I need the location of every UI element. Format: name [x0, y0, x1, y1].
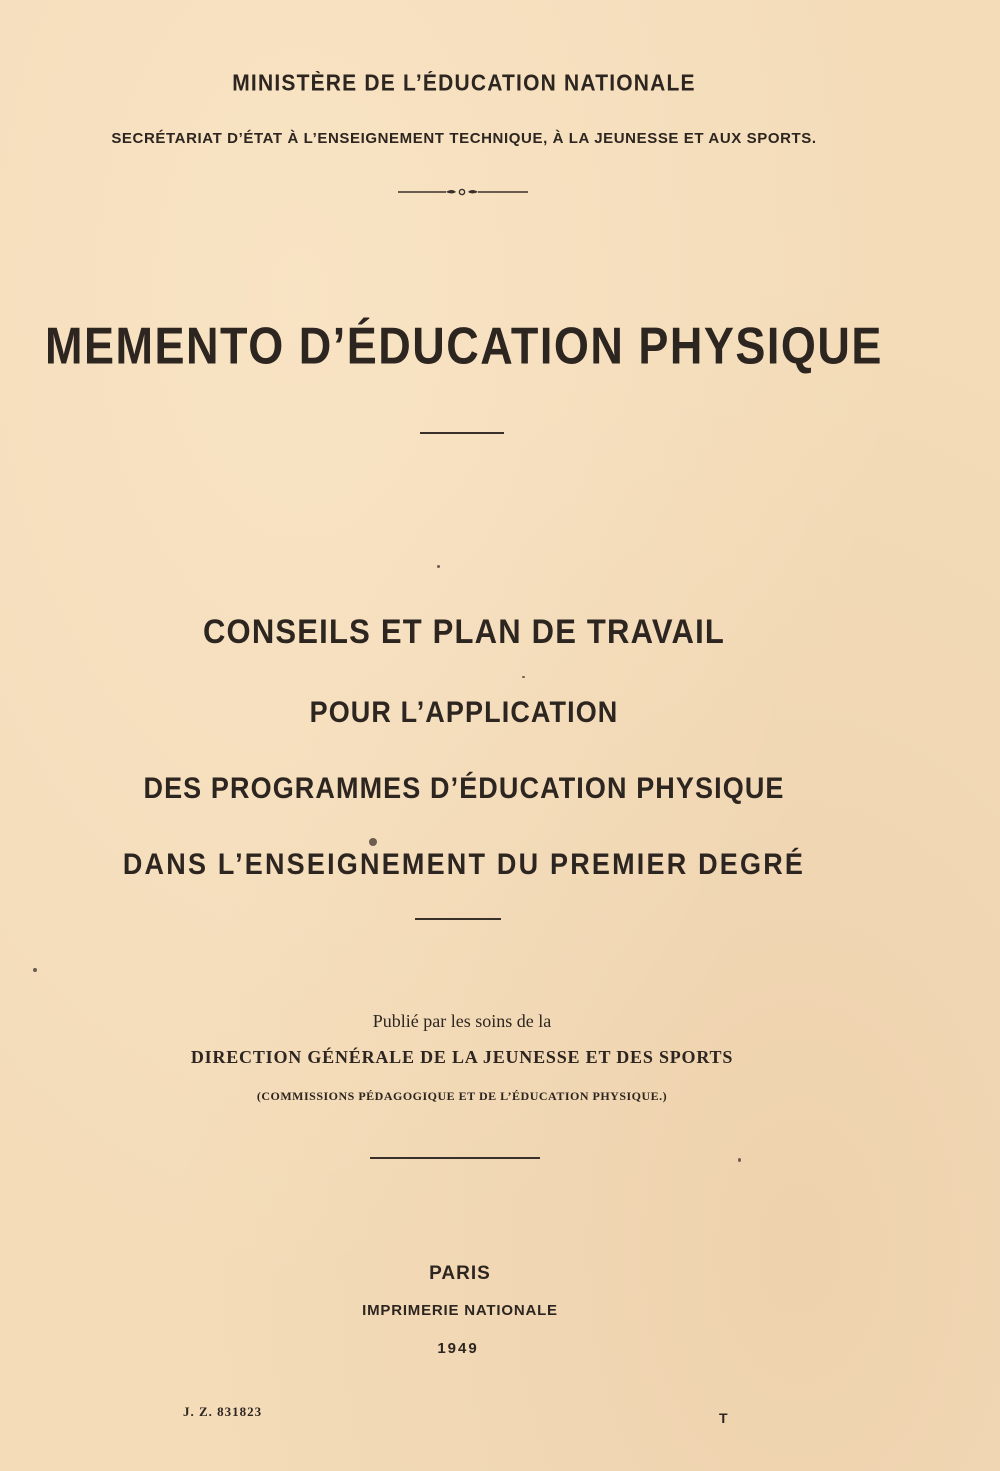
subtitle-line-4: DANS L’ENSEIGNEMENT DU PREMIER DEGRÉ: [122, 847, 806, 881]
paper-speck: [522, 676, 525, 678]
paper-speck: [33, 968, 37, 972]
paper-speck: [369, 838, 377, 846]
subtitle-line-3: DES PROGRAMMES D’ÉDUCATION PHYSIQUE: [143, 771, 785, 805]
secretariat-heading: SECRÉTARIAT D’ÉTAT À L’ENSEIGNEMENT TECHNIQUE, À LA JEUNESSE ET AUX SPORTS.: [111, 130, 817, 147]
imprint-printer: IMPRIMERIE NATIONALE: [362, 1302, 558, 1319]
ministry-heading: MINISTÈRE DE L’ÉDUCATION NATIONALE: [232, 71, 696, 96]
title-underline: [420, 432, 504, 434]
subtitle-line-1: CONSEILS ET PLAN DE TRAVAIL: [202, 612, 726, 651]
main-title: MEMENTO D’ÉDUCATION PHYSIQUE: [45, 316, 883, 375]
imprint-city: PARIS: [429, 1263, 491, 1284]
publisher-commissions: (COMMISSIONS PÉDAGOGIQUE ET DE L’ÉDUCATION PHYSIQUE.): [256, 1089, 668, 1103]
paper-speck: [437, 565, 440, 568]
publisher-underline: [370, 1157, 540, 1159]
ornament-divider: [398, 186, 528, 198]
print-reference: J. Z. 831823: [183, 1404, 263, 1419]
subtitle-line-2: POUR L’APPLICATION: [309, 695, 619, 729]
paper-speck: [738, 1158, 741, 1162]
publisher-intro: Publié par les soins de la: [372, 1011, 552, 1031]
signature-mark: T: [719, 1410, 728, 1426]
imprint-year: 1949: [437, 1340, 479, 1357]
publisher-direction: DIRECTION GÉNÉRALE DE LA JEUNESSE ET DES SPORTS: [190, 1047, 734, 1067]
subtitle-underline: [415, 918, 501, 920]
